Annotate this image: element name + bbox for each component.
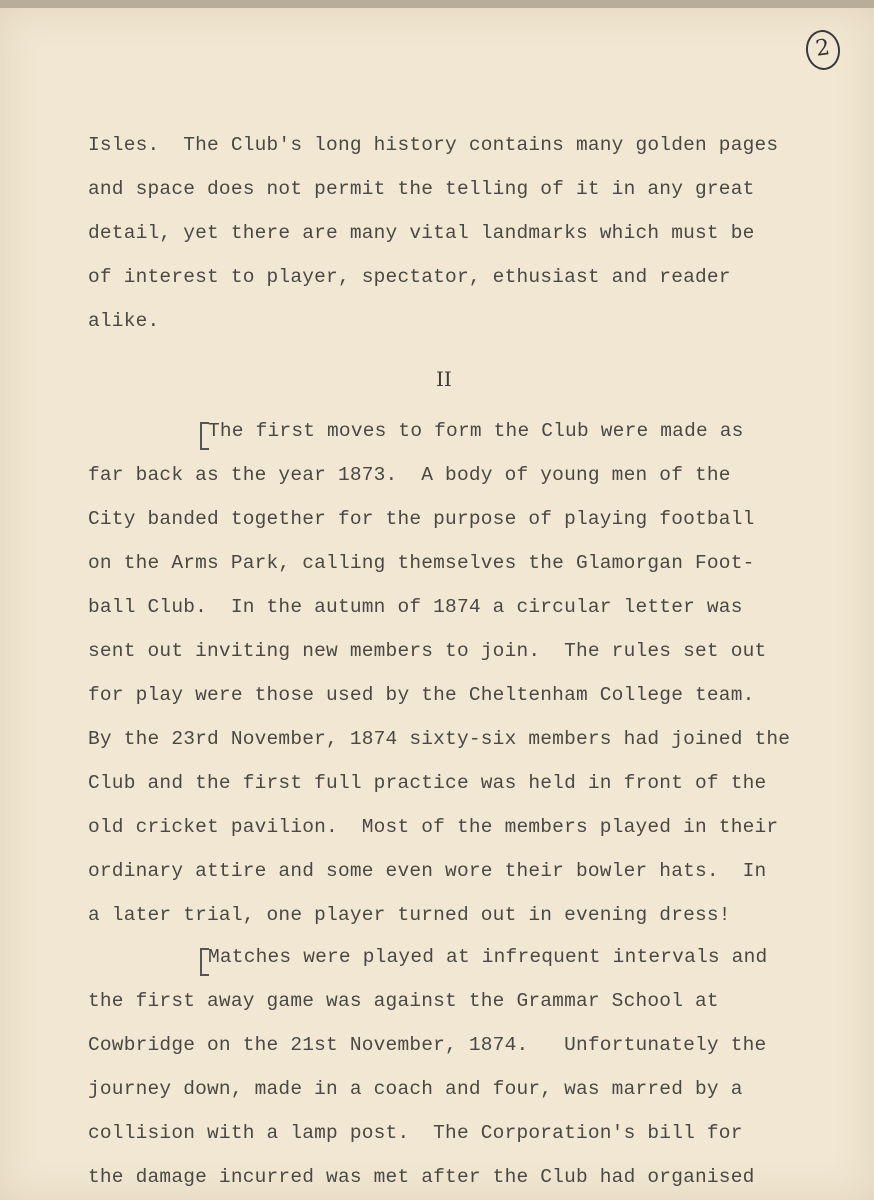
text-line: detail, yet there are many vital landmarks which must be [88, 222, 755, 244]
text-line: ball Club. In the autumn of 1874 a circular letter was [88, 596, 743, 618]
text-line: for play were those used by the Cheltenham College team. [88, 684, 755, 706]
text-line: collision with a lamp post. The Corporation's bill for [88, 1122, 743, 1144]
text-line: Matches were played at infrequent intervals and [208, 946, 768, 968]
text-line: City banded together for the purpose of playing football [88, 508, 755, 530]
text-line: Cowbridge on the 21st November, 1874. Unfortunately the [88, 1034, 767, 1056]
text-line: old cricket pavilion. Most of the members played in their [88, 816, 779, 838]
text-line: The first moves to form the Club were made as [208, 420, 744, 442]
text-line: the damage incurred was met after the Club had organised [88, 1166, 755, 1188]
text-line: on the Arms Park, calling themselves the Glamorgan Foot- [88, 552, 755, 574]
section-number: II [436, 367, 452, 391]
typewritten-page [0, 8, 874, 1200]
text-line: far back as the year 1873. A body of young men of the [88, 464, 731, 486]
text-line: Club and the first full practice was held in front of the [88, 772, 767, 794]
text-line: alike. [88, 310, 160, 332]
text-line: sent out inviting new members to join. The rules set out [88, 640, 767, 662]
text-line: ordinary attire and some even wore their bowler hats. In [88, 860, 767, 882]
text-line: and space does not permit the telling of it in any great [88, 178, 755, 200]
text-line: By the 23rd November, 1874 sixty-six members had joined the [88, 728, 791, 750]
text-line: a later trial, one player turned out in evening dress! [88, 904, 731, 926]
text-line: of interest to player, spectator, ethusiast and reader [88, 266, 731, 288]
page-number: 2 [803, 28, 842, 72]
text-line: journey down, made in a coach and four, was marred by a [88, 1078, 743, 1100]
text-line: Isles. The Club's long history contains many golden pages [88, 134, 779, 156]
text-line: the first away game was against the Grammar School at [88, 990, 719, 1012]
